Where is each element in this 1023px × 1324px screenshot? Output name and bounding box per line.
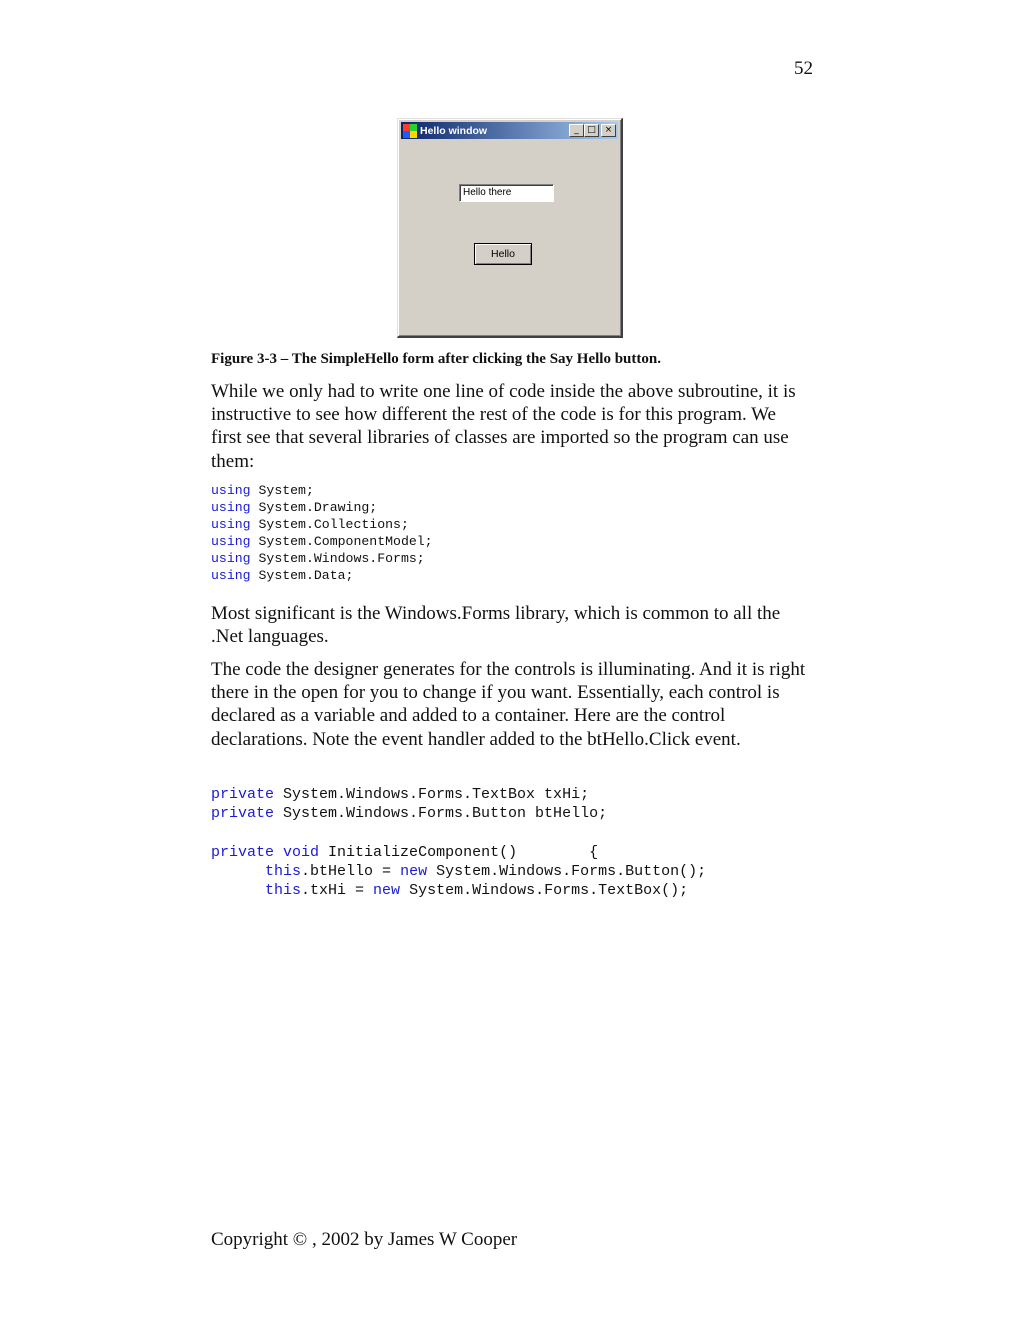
window-title: Hello window [420, 124, 488, 137]
copyright-footer: Copyright © , 2002 by James W Cooper [211, 1229, 518, 1250]
code-line: using System.ComponentModel; [211, 534, 433, 549]
code-line: using System; [211, 483, 314, 498]
code-line: private System.Windows.Forms.TextBox txHi; [211, 786, 590, 803]
hello-button[interactable]: Hello [474, 243, 532, 265]
using-code-block [211, 482, 433, 584]
code-line: this.btHello = new System.Windows.Forms.Button(); [265, 862, 707, 880]
page-number: 52 [794, 58, 813, 79]
code-line: using System.Windows.Forms; [211, 551, 425, 566]
code-line: this.txHi = new System.Windows.Forms.TextBox(); [265, 882, 689, 900]
paragraph-designer-code: The code the designer generates for the controls is illuminating. And it is right there in the open for you to change if you want. Essentially, each control is declared as a variable and added to a container. Here are the control declarations. Note the event handler added to the btHello.Click event. [211, 659, 806, 750]
close-icon[interactable]: × [601, 124, 616, 137]
code-line: using System.Data; [211, 568, 354, 583]
code-line: using System.Drawing; [211, 500, 378, 515]
code-line: using System.Collections; [211, 517, 409, 532]
paragraph-intro: While we only had to write one line of code inside the above subroutine, it is instructive to see how different the rest of the code is for this program. We first see that several libraries of classes are imported so the program can use them: [211, 381, 796, 472]
hello-textbox[interactable]: Hello there [459, 184, 554, 202]
hello-window-screenshot [397, 118, 623, 338]
window-title-bar [401, 122, 618, 139]
paragraph-windows-forms: Most significant is the Windows.Forms library, which is common to all the .Net languages. [211, 603, 781, 648]
code-line: private System.Windows.Forms.Button btHello; [211, 805, 608, 823]
minimize-icon[interactable]: _ [569, 124, 584, 137]
figure-caption: Figure 3-3 – The SimpleHello form after clicking the Say Hello button. [211, 351, 661, 367]
declarations-code-block [211, 785, 706, 900]
app-icon [403, 124, 417, 138]
maximize-icon[interactable]: □ [584, 124, 599, 137]
code-line: private void InitializeComponent() { [211, 843, 599, 861]
